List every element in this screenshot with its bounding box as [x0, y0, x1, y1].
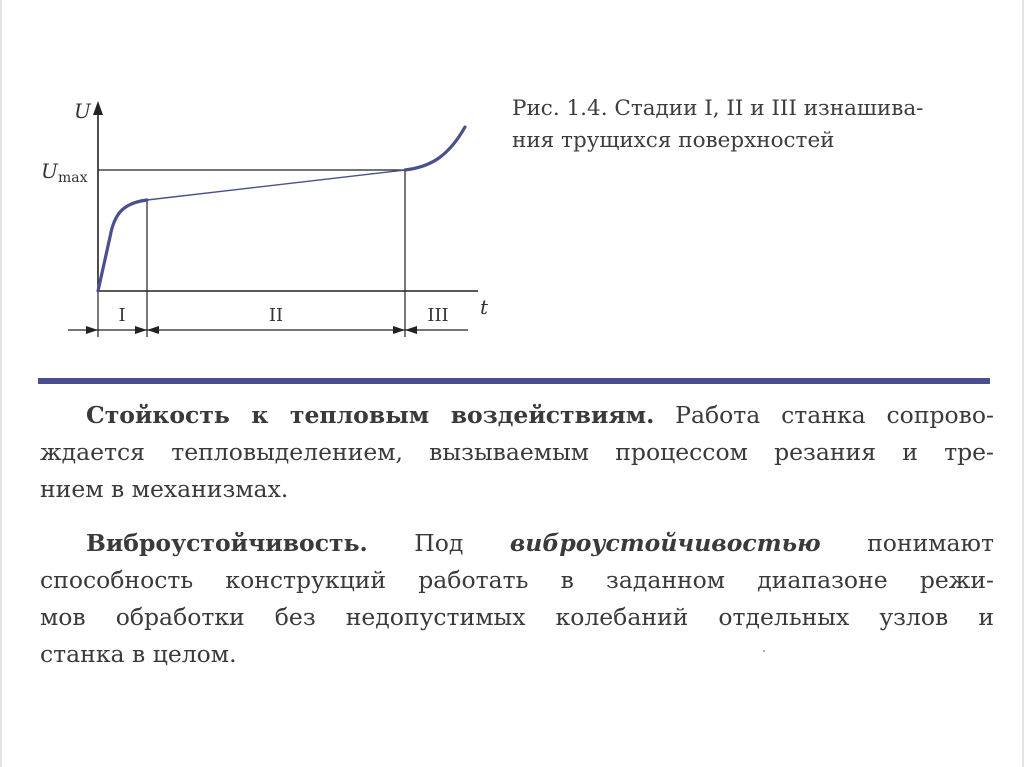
- y-axis-arrow-icon: [93, 101, 103, 115]
- umax-label-sub: max: [58, 170, 88, 186]
- paragraph-line: [40, 525, 994, 562]
- arrow-left-icon: [147, 326, 159, 334]
- wear-curve-stage-2: [147, 170, 405, 200]
- paragraph-heading: Виброустойчивость.: [86, 529, 368, 557]
- stage-label-2: II: [268, 305, 284, 326]
- paragraph-text: понимают: [820, 529, 994, 557]
- paragraph-line: [40, 397, 994, 434]
- wear-curve-stage-1: [98, 200, 147, 291]
- paragraph-term: виброустойчивостью: [509, 529, 821, 557]
- caption-line-2: ния трущихся поверхностей: [512, 128, 835, 153]
- paragraph-text: Под: [367, 529, 510, 557]
- y-axis-label: U: [74, 99, 91, 123]
- paragraph-line: нием в механизмах.: [40, 475, 289, 503]
- paragraph-line: мов обработки без недопустимых колебаний отдельных узлов и: [40, 603, 994, 631]
- paragraph-thermal-resistance: [40, 397, 994, 508]
- stage-label-3: III: [427, 305, 449, 326]
- x-axis-label: t: [480, 295, 489, 319]
- stage-label-1: I: [118, 305, 126, 326]
- paragraph-line: способность конструкций работать в заданном диапазоне режи-: [40, 566, 994, 594]
- arrow-left-icon: [405, 326, 417, 334]
- paragraph-vibration-resistance: [40, 525, 994, 673]
- paragraph-line: станка в целом.: [40, 640, 237, 668]
- stray-dot: [763, 650, 765, 652]
- caption-line-1: Рис. 1.4. Стадии I, II и III изнашива-: [512, 96, 924, 121]
- wear-stages-figure: [30, 85, 510, 355]
- arrow-right-icon: [135, 326, 147, 334]
- arrow-right-icon: [86, 326, 98, 334]
- wear-stages-diagram: [30, 85, 510, 355]
- umax-label-main: U: [41, 159, 58, 183]
- slide-frame-left: [0, 0, 2, 767]
- wear-curve-stage-3: [405, 127, 465, 170]
- figure-caption: [512, 93, 992, 157]
- paragraph-text: Работа станка сопрово-: [654, 401, 995, 429]
- section-divider: [38, 378, 990, 384]
- arrow-right-icon: [393, 326, 405, 334]
- paragraph-heading: Стойкость к тепловым воздействиям.: [86, 401, 655, 429]
- paragraph-line: ждается тепловыделением, вызываемым процессом резания и тре-: [40, 438, 994, 466]
